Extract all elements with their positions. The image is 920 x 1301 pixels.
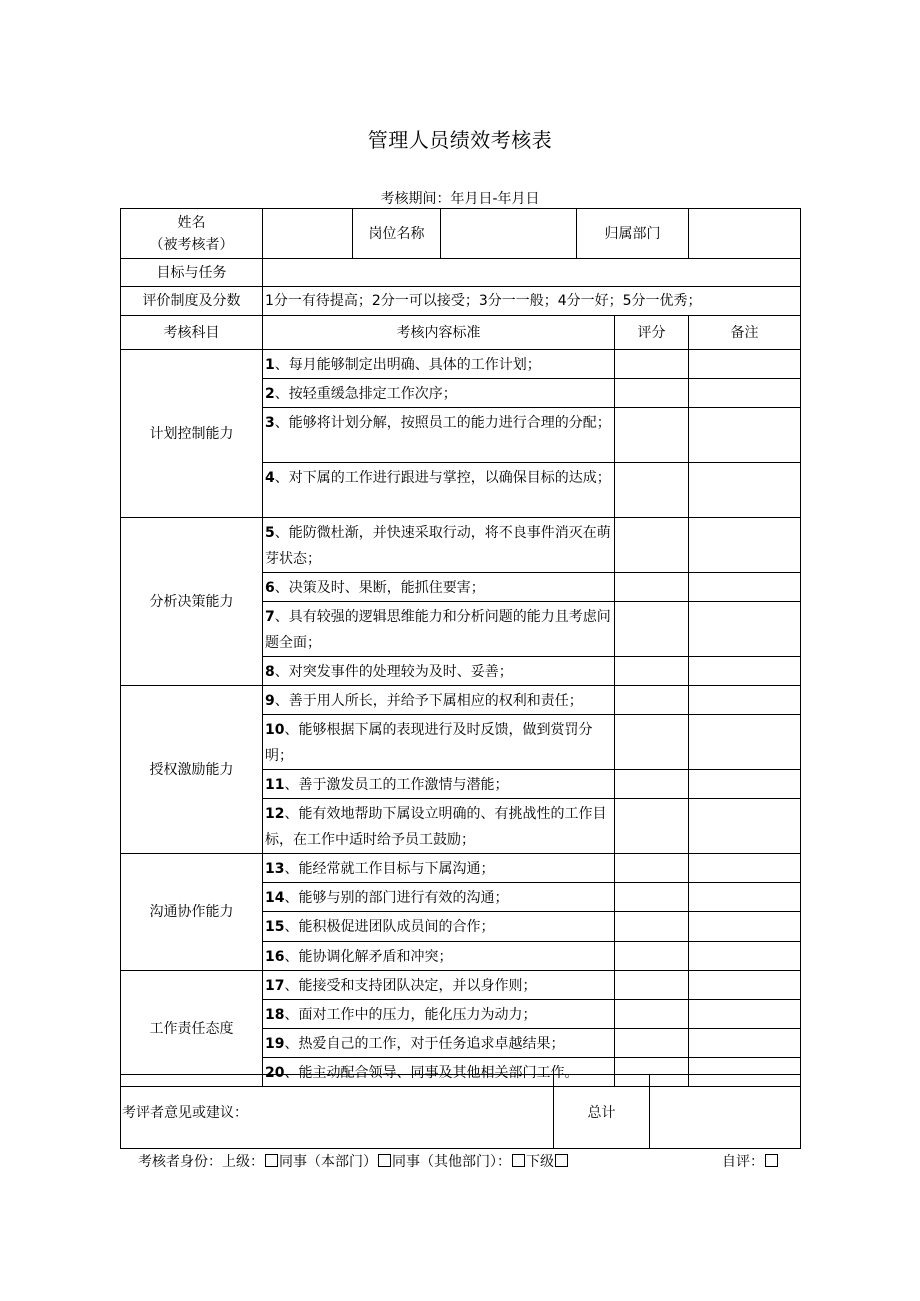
identity-prefix: 考核者身份：上级： (138, 1154, 264, 1170)
department-label: 归属部门 (577, 209, 689, 259)
criterion-text (263, 657, 615, 686)
score-cell[interactable] (615, 942, 689, 971)
remark-column-header: 备注 (689, 316, 801, 350)
page-title: 管理人员绩效考核表 (367, 128, 553, 152)
remark-cell[interactable] (689, 715, 801, 770)
standard-column-header: 考核内容标准 (263, 316, 615, 350)
criterion-description: 、按轻重缓急排定工作次序； (274, 386, 457, 402)
criterion-number: 5 (265, 525, 275, 541)
opinion-label: 考评者意见或建议： (122, 1104, 248, 1121)
criterion-number: 20 (265, 1065, 285, 1081)
score-cell[interactable] (615, 799, 689, 854)
criterion-text (263, 971, 615, 1000)
score-cell[interactable] (615, 854, 689, 883)
remark-cell[interactable] (689, 602, 801, 657)
category-label: 授权激励能力 (121, 686, 263, 854)
criterion-text (263, 942, 615, 971)
criterion-number: 13 (265, 861, 285, 877)
criterion-number: 7 (265, 609, 275, 625)
remark-cell[interactable] (689, 854, 801, 883)
criterion-text (263, 715, 615, 770)
remark-cell[interactable] (689, 883, 801, 912)
remark-cell[interactable] (689, 657, 801, 686)
score-cell[interactable] (615, 715, 689, 770)
criterion-text (263, 573, 615, 602)
criterion-text (263, 602, 615, 657)
remark-cell[interactable] (689, 518, 801, 573)
criterion-number: 16 (265, 949, 285, 965)
score-column-header: 评分 (615, 316, 689, 350)
criterion-description: 、具有较强的逻辑思维能力和分析问题的能力且考虑问题全面； (265, 609, 611, 651)
remark-cell[interactable] (689, 770, 801, 799)
criterion-number: 19 (265, 1036, 285, 1052)
remark-cell[interactable] (689, 379, 801, 408)
checkbox-peer-other[interactable] (378, 1154, 391, 1167)
remark-cell[interactable] (689, 912, 801, 942)
category-label: 沟通协作能力 (121, 854, 263, 971)
criterion-number: 3 (265, 415, 275, 431)
criterion-description: 、能主动配合领导、同事及其他相关部门工作。 (284, 1065, 579, 1081)
criterion-description: 、善于激发员工的工作激情与潜能； (284, 777, 509, 793)
criterion-number: 1 (265, 357, 275, 373)
assessment-table (120, 208, 801, 1087)
name-label: 姓名 (177, 214, 206, 231)
category-label: 分析决策能力 (121, 518, 263, 686)
goal-label: 目标与任务 (121, 259, 263, 287)
criterion-text (263, 408, 615, 463)
name-label-cell (121, 209, 263, 259)
table-row (121, 686, 801, 715)
table-row (121, 971, 801, 1000)
remark-cell[interactable] (689, 942, 801, 971)
department-input-cell[interactable] (689, 209, 801, 259)
criterion-number: 14 (265, 890, 285, 906)
total-label: 总计 (554, 1075, 650, 1149)
criterion-text (263, 854, 615, 883)
checkbox-subordinate[interactable] (555, 1154, 568, 1167)
score-cell[interactable] (615, 770, 689, 799)
criterion-text (263, 686, 615, 715)
table-row (121, 854, 801, 883)
subordinate-label: 下级 (526, 1154, 554, 1170)
criterion-text (263, 912, 615, 942)
subject-column-header: 考核科目 (121, 316, 263, 350)
category-label: 计划控制能力 (121, 350, 263, 518)
criterion-number: 2 (265, 386, 275, 402)
criterion-number: 18 (265, 1007, 285, 1023)
criterion-description: 、对突发事件的处理较为及时、妥善； (274, 664, 513, 680)
score-cell[interactable] (615, 518, 689, 573)
remark-cell[interactable] (689, 463, 801, 518)
checkbox-self-eval[interactable] (765, 1154, 778, 1167)
criterion-number: 17 (265, 978, 285, 994)
score-cell[interactable] (615, 350, 689, 379)
criterion-number: 6 (265, 580, 275, 596)
criterion-text (263, 883, 615, 912)
criterion-description: 、每月能够制定出明确、具体的工作计划； (274, 357, 541, 373)
remark-cell[interactable] (689, 686, 801, 715)
remark-cell[interactable] (689, 1000, 801, 1029)
criterion-description: 、善于用人所长，并给予下属相应的权利和责任； (274, 693, 583, 709)
criterion-description: 、能够根据下属的表现进行及时反馈，做到赏罚分明； (265, 722, 593, 764)
criterion-description: 、决策及时、果断，能抓住要害； (274, 580, 485, 596)
evaluator-identity (138, 1151, 569, 1171)
checkbox-peer-own[interactable] (265, 1154, 278, 1167)
score-cell[interactable] (615, 1029, 689, 1058)
remark-cell[interactable] (689, 350, 801, 379)
criterion-number: 15 (265, 919, 285, 935)
criterion-text (263, 518, 615, 573)
criterion-description: 、能协调化解矛盾和冲突； (284, 949, 453, 965)
criterion-number: 11 (265, 777, 285, 793)
peer-other-label: 同事（其他部门）： (392, 1154, 511, 1170)
score-cell[interactable] (615, 408, 689, 463)
self-eval-label: 自评： (722, 1154, 764, 1170)
criterion-description: 、能积极促进团队成员间的合作； (284, 919, 495, 935)
score-cell[interactable] (615, 686, 689, 715)
criterion-description: 、能接受和支持团队决定，并以身作则； (284, 978, 537, 994)
criterion-text (263, 350, 615, 379)
name-input-cell[interactable] (263, 209, 353, 259)
criterion-description: 、能防微杜渐，并快速采取行动，将不良事件消灭在萌芽状态； (265, 525, 611, 567)
peer-own-label: 同事（本部门） (279, 1154, 377, 1170)
score-cell[interactable] (615, 1000, 689, 1029)
score-cell[interactable] (615, 573, 689, 602)
criterion-description: 、热爱自己的工作，对于任务追求卓越结果； (284, 1036, 565, 1052)
criterion-text (263, 1000, 615, 1029)
criterion-text (263, 379, 615, 408)
table-row (121, 518, 801, 573)
assessment-period: 考核期间：年月日-年月日 (380, 191, 540, 207)
remark-cell[interactable] (689, 799, 801, 854)
category-label: 工作责任态度 (121, 971, 263, 1087)
criterion-text (263, 799, 615, 854)
score-cell[interactable] (615, 657, 689, 686)
criterion-number: 12 (265, 806, 285, 822)
remark-cell[interactable] (689, 408, 801, 463)
remark-cell[interactable] (689, 573, 801, 602)
criterion-number: 8 (265, 664, 275, 680)
criterion-description: 、能够与别的部门进行有效的沟通； (284, 890, 509, 906)
total-value-cell[interactable] (650, 1075, 801, 1149)
scoring-text: 1分一有待提高；2分一可以接受；3分一一般；4分一好；5分一优秀； (263, 287, 801, 316)
checkbox-subordinate-pre[interactable] (512, 1154, 525, 1167)
score-cell[interactable] (615, 602, 689, 657)
score-cell[interactable] (615, 463, 689, 518)
items-body (121, 350, 801, 1087)
score-cell[interactable] (615, 379, 689, 408)
criterion-text (263, 1029, 615, 1058)
criterion-description: 、能够将计划分解，按照员工的能力进行合理的分配； (274, 415, 611, 431)
score-cell[interactable] (615, 912, 689, 942)
position-label: 岗位名称 (353, 209, 441, 259)
criterion-description: 、面对工作中的压力，能化压力为动力； (284, 1007, 537, 1023)
opinion-cell[interactable] (121, 1075, 554, 1149)
criterion-number: 10 (265, 722, 285, 738)
goal-input-cell[interactable] (263, 259, 801, 287)
criterion-text (263, 463, 615, 518)
remark-cell[interactable] (689, 1029, 801, 1058)
criterion-description: 、能经常就工作目标与下属沟通； (284, 861, 495, 877)
score-cell[interactable] (615, 971, 689, 1000)
position-input-cell[interactable] (441, 209, 577, 259)
table-row (121, 350, 801, 379)
summary-table (120, 1074, 801, 1149)
criterion-number: 9 (265, 693, 275, 709)
name-sublabel: （被考核者） (149, 236, 234, 253)
remark-cell[interactable] (689, 971, 801, 1000)
criterion-number: 4 (265, 470, 275, 486)
criterion-description: 、能有效地帮助下属设立明确的、有挑战性的工作目标，在工作中适时给予员工鼓励； (265, 806, 607, 848)
scoring-label: 评价制度及分数 (121, 287, 263, 316)
criterion-description: 、对下属的工作进行跟进与掌控，以确保目标的达成； (274, 470, 611, 486)
score-cell[interactable] (615, 883, 689, 912)
criterion-text (263, 770, 615, 799)
self-evaluation (722, 1151, 779, 1171)
